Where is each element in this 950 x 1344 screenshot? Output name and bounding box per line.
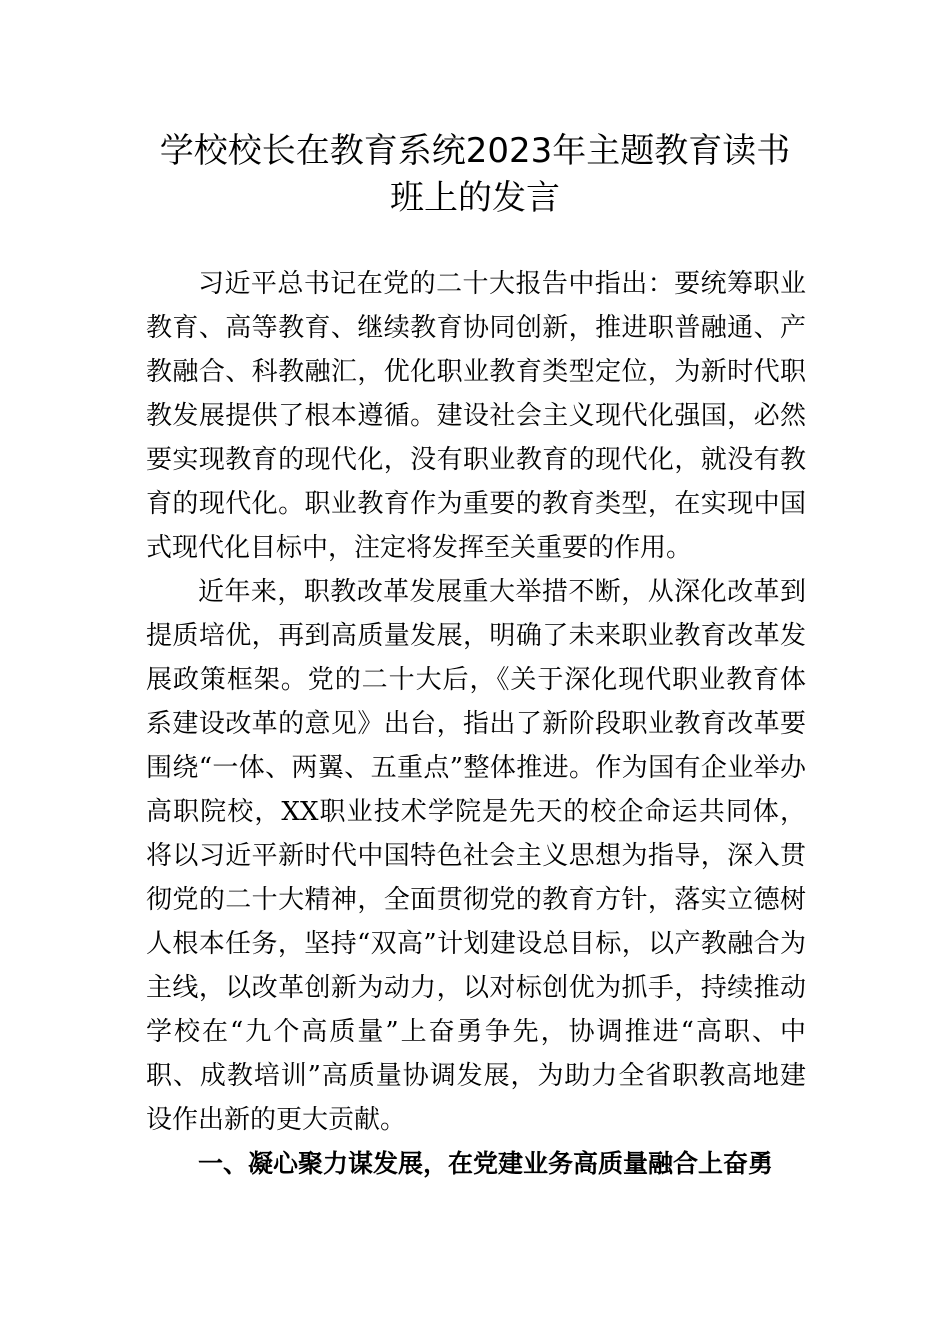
document-body (146, 262, 806, 1186)
document-title (110, 128, 840, 222)
section-heading-1: 一、凝心聚力谋发展，在党建业务高质量融合上奋勇 (198, 1149, 774, 1178)
title-line-2: 班上的发言 (390, 178, 560, 218)
paragraph-2: 近年来，职教改革发展重大举措不断，从深化改革到提质培优，再到高质量发展，明确了未来职业教育改革发展政策框架。党的二十大后，《关于深化现代职业教育体系建设改革的意见》出台，指出了新阶段职业教育改革要围绕“一体、两翼、五重点”整体推进。作为国有企业举办高职院校，XX职业技术学院是先天的校企命运共同体，将以习近平新时代中国特色社会主义思想为指导，深入贯彻党的二十大精神，全面贯彻党的教育方针，落实立德树人根本任务，坚持“双高”计划建设总目标，以产教融合为主线，以改革创新为动力，以对标创优为抓手，持续推动学校在“九个高质量”上奋勇争先，协调推进“高职、中职、成教培训”高质量协调发展，为助力全省职教高地建设作出新的更大贡献。 (146, 577, 806, 1135)
paragraph-1: 习近平总书记在党的二十大报告中指出：要统筹职业教育、高等教育、继续教育协同创新，推进职普融通、产教融合、科教融汇，优化职业教育类型定位，为新时代职教发展提供了根本遵循。建设社会主义现代化强国，必然要实现教育的现代化，没有职业教育的现代化，就没有教育的现代化。职业教育作为重要的教育类型，在实现中国式现代化目标中，注定将发挥至关重要的作用。 (146, 269, 806, 563)
title-line-1: 学校校长在教育系统2023年主题教育读书 (159, 131, 791, 171)
